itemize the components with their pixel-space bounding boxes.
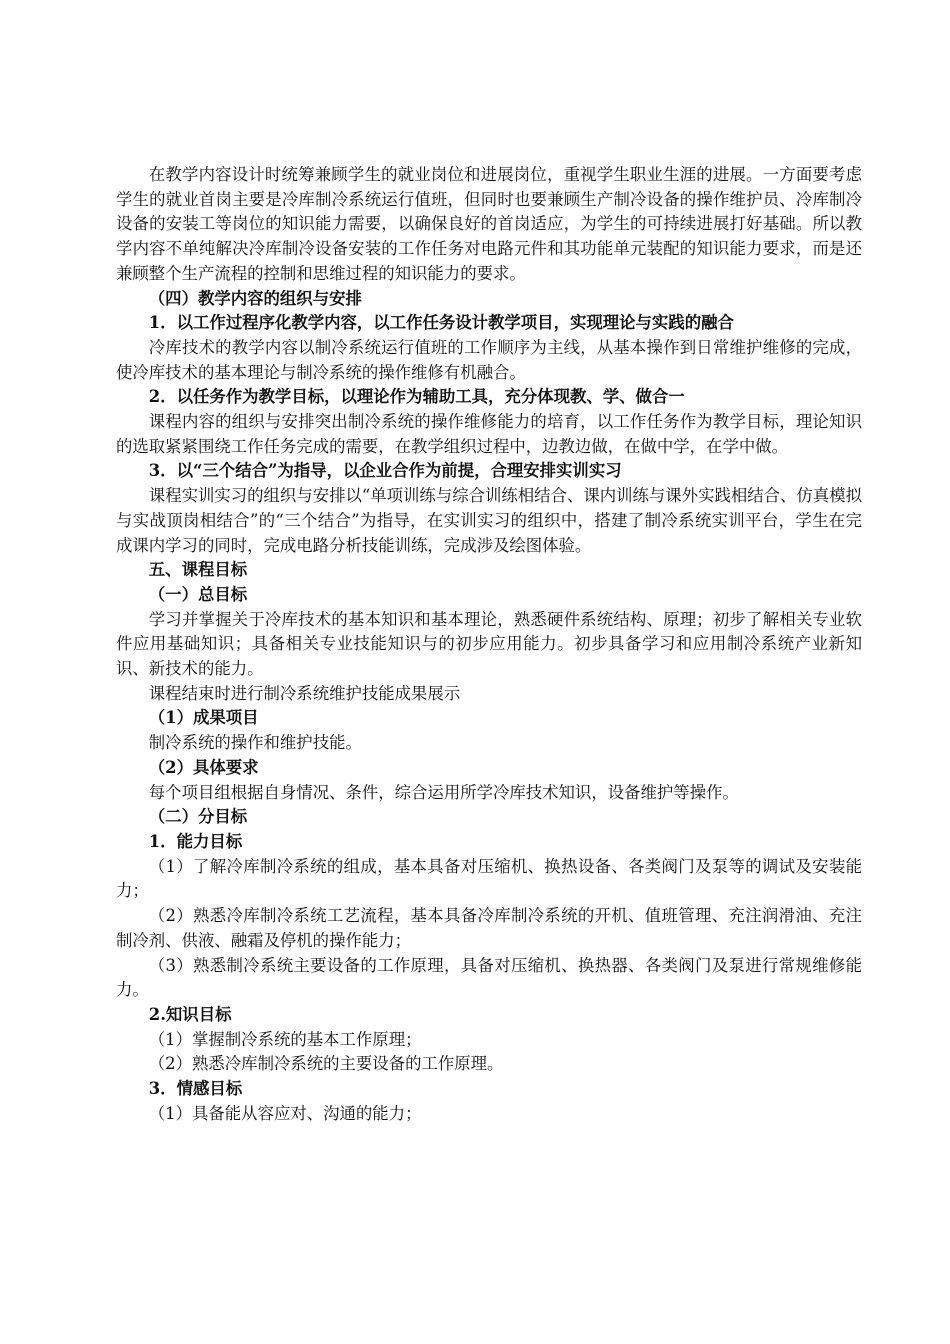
paragraph: 课程内容的组织与安排突出制冷系统的操作维修能力的培育，以工作任务作为教学目标，理论知识的选取紧紧围绕工作任务完成的需要，在教学组织过程中，边教边做，在做中学，在学中做。 xyxy=(116,412,862,456)
item-heading: （2）具体要求 xyxy=(148,757,259,777)
paragraph: 在教学内容设计时统筹兼顾学生的就业岗位和进展岗位，重视学生职业生涯的进展。一方面要考虑学生的就业首岗主要是冷库制冷系统运行值班，但同时也要兼顾生产制冷设备的操作维护员、冷库制冷设备的安装工等岗位的知识能力需要，以确保良好的首岗适应，为学生的可持续进展打好基础。所以教学内容不单纯解决冷库制冷设备安装的工作任务对电路元件和其功能单元装配的知识能力要求，而是还兼顾整个生产流程的控制和思维过程的知识能力的要求。 xyxy=(116,165,862,283)
subsection-heading: 2.知识目标 xyxy=(148,1004,232,1024)
chapter-heading: 五、课程目标 xyxy=(148,560,248,580)
list-item: （3）熟悉制冷系统主要设备的工作原理，具备对压缩机、换热器、各类阀门及泵进行常规维修能力。 xyxy=(116,955,862,1000)
paragraph: 课程结束时进行制冷系统维护技能成果展示 xyxy=(148,683,461,703)
paragraph: 课程实训实习的组织与安排以“单项训练与综合训练相结合、课内训练与课外实践相结合、仿真模拟与实战顶岗相结合”的“三个结合”为指导，在实训实习的组织中，搭建了制冷系统实训平台，学生在完成课内学习的同时，完成电路分析技能训练，完成涉及绘图体验。 xyxy=(116,486,862,555)
paragraph: 制冷系统的操作和维护技能。 xyxy=(148,733,362,753)
paragraph: 每个项目组根据自身情况、条件，综合运用所学冷库技术知识，设备维护等操作。 xyxy=(148,782,739,802)
section-heading: （一）总目标 xyxy=(148,584,248,604)
paragraph: 冷库技术的教学内容以制冷系统运行值班的工作顺序为主线，从基本操作到日常维护维修的完成，使冷库技术的基本理论与制冷系统的操作维修有机融合。 xyxy=(116,337,862,382)
subsection-heading: 3．以“三个结合”为指导，以企业合作为前提，合理安排实训实习 xyxy=(148,461,622,481)
subsection-heading: 1．以工作过程序化教学内容，以工作任务设计教学项目，实现理论与实践的融合 xyxy=(148,313,734,333)
list-item: （2）熟悉冷库制冷系统的主要设备的工作原理。 xyxy=(148,1054,504,1074)
item-heading: （1）成果项目 xyxy=(148,708,259,728)
section-heading: （二）分目标 xyxy=(148,807,248,827)
paragraph: 学习并掌握关于冷库技术的基本知识和基本理论，熟悉硬件系统结构、原理；初步了解相关专业软件应用基础知识；具备相关专业技能知识与的初步应用能力。初步具备学习和应用制冷系统产业新知识、新技术的能力。 xyxy=(116,609,862,679)
list-item: （1）了解冷库制冷系统的组成，基本具备对压缩机、换热设备、各类阀门及泵等的调试及安装能力； xyxy=(116,856,862,901)
subsection-heading: 2．以任务作为教学目标，以理论作为辅助工具，充分体现教、学、做合一 xyxy=(148,387,685,407)
subsection-heading: 1．能力目标 xyxy=(148,831,243,851)
list-item: （2）熟悉冷库制冷系统工艺流程，基本具备冷库制冷系统的开机、值班管理、充注润滑油、充注制冷剂、供液、融霜及停机的操作能力； xyxy=(116,906,862,950)
list-item: （1）具备能从容应对、沟通的能力； xyxy=(148,1103,422,1123)
subsection-heading: 3．情感目标 xyxy=(148,1079,243,1099)
list-item: （1）掌握制冷系统的基本工作原理； xyxy=(148,1029,422,1049)
section-heading: （四）教学内容的组织与安排 xyxy=(148,288,362,308)
document-body xyxy=(116,163,862,1126)
